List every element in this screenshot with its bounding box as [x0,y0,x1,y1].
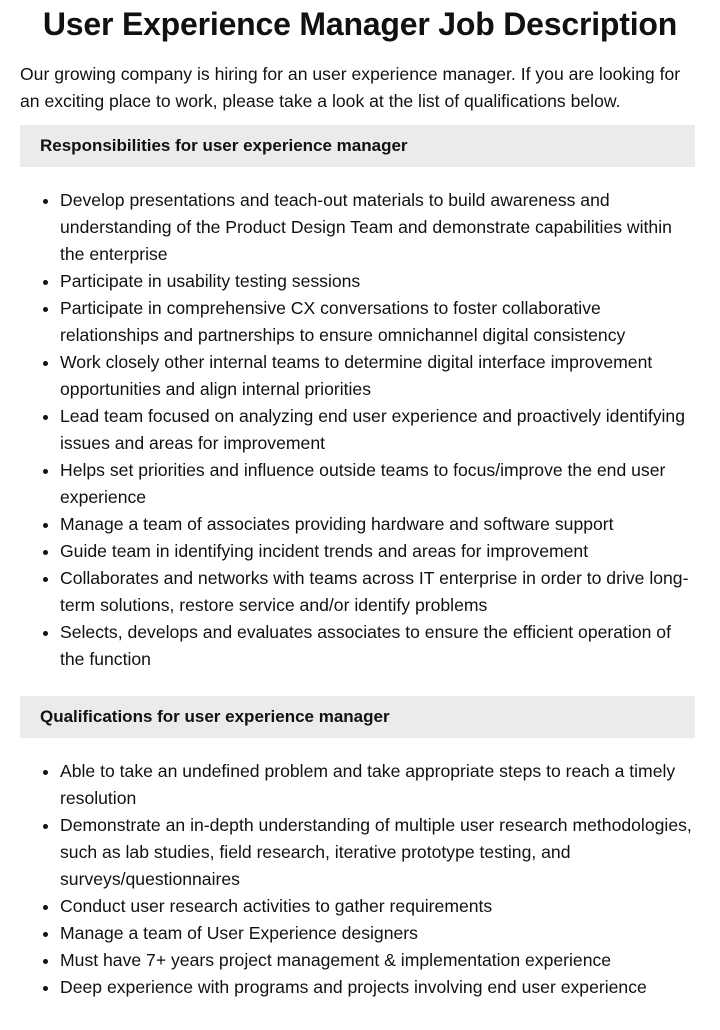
intro-text: Our growing company is hiring for an user experience manager. If you are looking for an exciting place to work, please take a look at the list of qualifications below. [20,64,681,111]
responsibilities-heading: Responsibilities for user experience manager [20,125,695,167]
list-item: • Demonstrate an in-depth understanding of multiple user research methodologies, such as lab studies, field research, iterative prototype testing, and surveys/questionnaires [60,812,700,893]
list-item: • Guide team in identifying incident trends and areas for improvement [60,538,700,565]
list-item: • Lead team focused on analyzing end user experience and proactively identifying issues and areas for improvement [60,403,700,457]
qualifications-list [0,758,700,1001]
list-item: • Must have 7+ years project management & implementation experience [60,947,700,974]
list-item: • Conduct user research activities to gather requirements [60,893,700,920]
list-item: • Able to take an undefined problem and take appropriate steps to reach a timely resolution [60,758,700,812]
list-item: • Collaborates and networks with teams across IT enterprise in order to drive long-term solutions, restore service and/or identify problems [60,565,700,619]
list-item: • Manage a team of associates providing hardware and software support [60,511,700,538]
responsibilities-list [0,187,700,673]
list-item: • Manage a team of User Experience designers [60,920,700,947]
page-title: User Experience Manager Job Description [42,6,678,42]
list-item: • Work closely other internal teams to determine digital interface improvement opportunities and align internal priorities [60,349,700,403]
list-item: • Develop presentations and teach-out materials to build awareness and understanding of the Product Design Team and demonstrate capabilities within the enterprise [60,187,700,268]
list-item: • Helps set priorities and influence outside teams to focus/improve the end user experience [60,457,700,511]
list-item: • Deep experience with programs and projects involving end user experience [60,974,700,1001]
list-item: • Selects, develops and evaluates associates to ensure the efficient operation of the function [60,619,700,673]
qualifications-heading: Qualifications for user experience manager [20,696,695,738]
list-item: • Participate in comprehensive CX conversations to foster collaborative relationships and partnerships to ensure omnichannel digital consistency [60,295,700,349]
list-item: • Participate in usability testing sessions [60,268,700,295]
